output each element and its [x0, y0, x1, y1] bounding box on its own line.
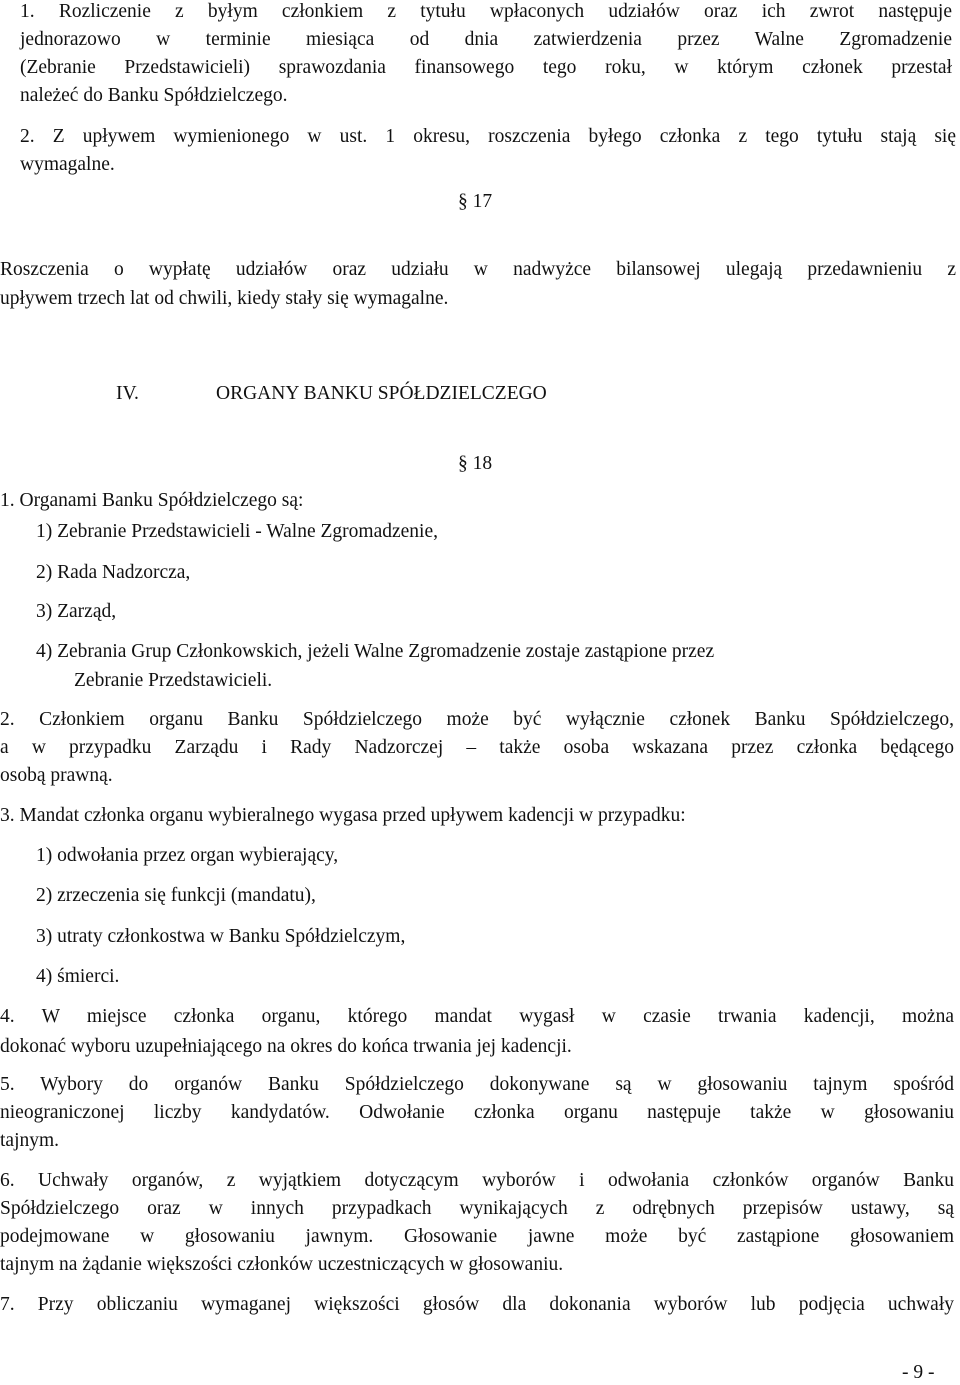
section-number: § 18 [458, 453, 493, 474]
page-number: - 9 - [902, 1362, 935, 1383]
chapter-title: ORGANY BANKU SPÓŁDZIELCZEGO [216, 383, 547, 404]
paragraph-line: Spółdzielczego oraz w innych przypadkach wynikających z odrębnych przepisów ustawy, są [0, 1198, 954, 1219]
list-item: 4) śmierci. [36, 966, 120, 987]
paragraph-line: tajnym na żądanie większości członków uczestniczących w głosowaniu. [0, 1254, 564, 1275]
list-item-continuation: Zebranie Przedstawicieli. [74, 670, 273, 691]
list-item: 1) Zebranie Przedstawicieli - Walne Zgromadzenie, [36, 521, 438, 542]
paragraph-line: 7. Przy obliczaniu wymaganej większości głosów dla dokonania wyborów lub podjęcia uchwały [0, 1294, 954, 1315]
paragraph-line: 2. Z upływem wymienionego w ust. 1 okresu, roszczenia byłego członka z tego tytułu stają się [20, 126, 956, 147]
paragraph-line: nieograniczonej liczby kandydatów. Odwołanie członka organu następuje także w głosowaniu [0, 1102, 954, 1123]
paragraph-line: 6. Uchwały organów, z wyjątkiem dotyczącym wyborów i odwołania członków organów Banku [0, 1170, 954, 1191]
paragraph-line: tajnym. [0, 1130, 60, 1151]
list-item: 3) utraty członkostwa w Banku Spółdzielczym, [36, 926, 406, 947]
paragraph-line: 5. Wybory do organów Banku Spółdzielczego dokonywane są w głosowaniu tajnym spośród [0, 1074, 954, 1095]
paragraph-line: podejmowane w głosowaniu jawnym. Głosowanie jawne może być zastąpione głosowaniem [0, 1226, 954, 1247]
paragraph-line: 4. W miejsce członka organu, którego mandat wygasł w czasie trwania kadencji, można [0, 1006, 954, 1027]
list-item: 2) Rada Nadzorcza, [36, 562, 191, 583]
paragraph-line: wymagalne. [20, 154, 115, 175]
chapter-number: IV. [116, 383, 139, 404]
paragraph-line: 1. Organami Banku Spółdzielczego są: [0, 490, 304, 511]
paragraph-line: osobą prawną. [0, 765, 113, 786]
paragraph-line: 2. Członkiem organu Banku Spółdzielczego może być wyłącznie członek Banku Spółdzielczego, [0, 709, 954, 730]
paragraph-line: 3. Mandat członka organu wybieralnego wygasa przed upływem kadencji w przypadku: [0, 805, 686, 826]
list-item: 2) zrzeczenia się funkcji (mandatu), [36, 885, 316, 906]
paragraph-line: (Zebranie Przedstawicieli) sprawozdania finansowego tego roku, w którym członek przestał [20, 57, 952, 78]
list-item: 1) odwołania przez organ wybierający, [36, 845, 339, 866]
paragraph-line: upływem trzech lat od chwili, kiedy stały się wymagalne. [0, 288, 449, 309]
paragraph-line: dokonać wyboru uzupełniającego na okres do końca trwania jej kadencji. [0, 1036, 572, 1057]
paragraph-line: jednorazowo w terminie miesiąca od dnia zatwierdzenia przez Walne Zgromadzenie [20, 29, 952, 50]
paragraph-line: należeć do Banku Spółdzielczego. [20, 85, 288, 106]
list-item: 4) Zebrania Grup Członkowskich, jeżeli Walne Zgromadzenie zostaje zastąpione przez [36, 641, 715, 662]
list-item: 3) Zarząd, [36, 601, 117, 622]
paragraph-line: Roszczenia o wypłatę udziałów oraz udziału w nadwyżce bilansowej ulegają przedawnieniu z [0, 259, 956, 280]
section-number: § 17 [458, 191, 493, 212]
paragraph-line: a w przypadku Zarządu i Rady Nadzorczej – także osoba wskazana przez członka będącego [0, 737, 954, 758]
paragraph-line: 1. Rozliczenie z byłym członkiem z tytułu wpłaconych udziałów oraz ich zwrot następuje [20, 1, 952, 22]
